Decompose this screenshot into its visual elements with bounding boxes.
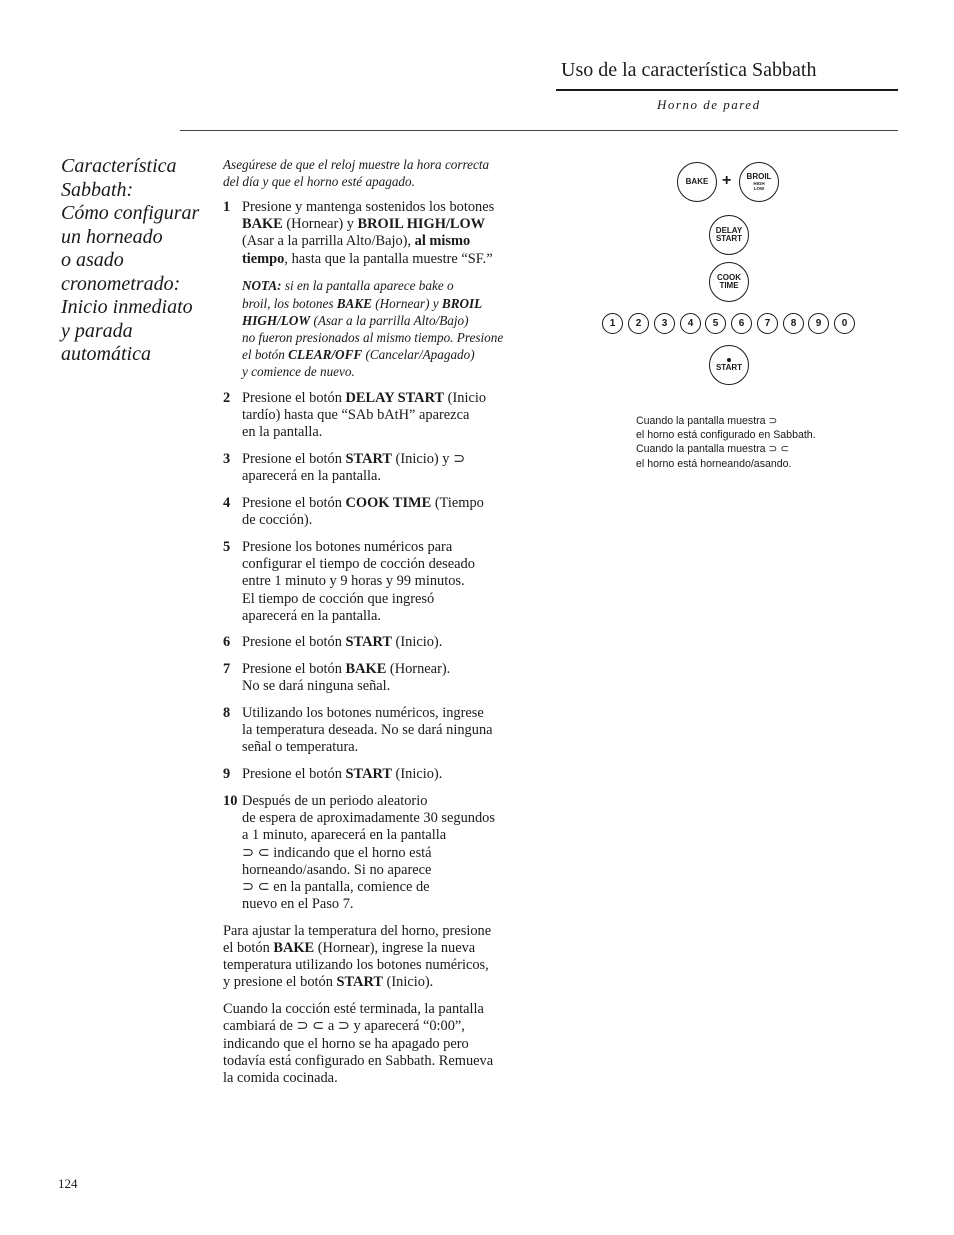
step-2: 2 Presione el botón DELAY START (Inicio tardío) hasta que “SAb bAtH” aparezca en la pantalla. — [223, 390, 487, 441]
step-line: Presione y mantenga sostenidos los botones — [242, 199, 495, 215]
paragraph-cooking-finished: Cuando la cocción esté terminada, la pantalla cambiará de ⊃ ⊂ a ⊃ y aparecerá “0:00”, indicando que el horno se ha apagado pero todavía está configurado en Sabbath. Remueva la comida cocinada. — [223, 1001, 494, 1086]
page-header-title: Uso de la característica Sabbath — [561, 59, 817, 81]
delay-start-button[interactable]: DELAY START — [709, 215, 749, 255]
header-rule — [556, 89, 898, 91]
step-4: 4 Presione el botón COOK TIME (Tiempo de cocción). — [223, 495, 484, 529]
number-button-9[interactable]: 9 — [808, 313, 829, 334]
number-button-4[interactable]: 4 — [680, 313, 701, 334]
step-number: 6 — [223, 634, 231, 651]
step-number: 3 — [223, 451, 231, 468]
step-3: 3 Presione el botón START (Inicio) y ⊃ aparecerá en la pantalla. — [223, 451, 466, 485]
control-panel-diagram — [596, 158, 866, 398]
step-7: 7 Presione el botón BAKE (Hornear). No se dará ninguna señal. — [223, 661, 451, 695]
broil-high-low-button[interactable]: BROIL HIGH LOW — [739, 162, 779, 202]
step-line: tiempo, hasta que la pantalla muestre “SF.” — [242, 250, 493, 267]
step-1 — [223, 199, 553, 268]
intro-note — [223, 157, 553, 190]
paragraph-adjust-temperature: Para ajustar la temperatura del horno, presione el botón BAKE (Hornear), ingrese la nueva temperatura utilizando los botones numéricos, y presione el botón START (Inicio). — [223, 922, 492, 991]
section-title-line: Característica — [61, 155, 177, 177]
plus-sign: + — [722, 172, 732, 189]
intro-line: del día y que el horno esté apagado. — [223, 173, 415, 189]
top-divider — [180, 130, 898, 131]
caption-line: Cuando la pantalla muestra ⊃ ⊂ — [636, 443, 790, 456]
section-title-line: Inicio inmediato — [61, 296, 193, 318]
number-button-1[interactable]: 1 — [602, 313, 623, 334]
number-button-6[interactable]: 6 — [731, 313, 752, 334]
section-title-line: Cómo configurar — [61, 202, 200, 224]
section-title-line: un horneado — [61, 225, 163, 248]
intro-line: Asegúrese de que el reloj muestre la hora correcta — [223, 157, 490, 172]
caption-line: Cuando la pantalla muestra ⊃ — [636, 415, 778, 427]
bake-button[interactable]: BAKE — [677, 162, 717, 202]
display-caption — [636, 414, 816, 471]
number-button-7[interactable]: 7 — [757, 313, 778, 334]
step-number: 4 — [223, 495, 231, 512]
note-block: NOTA: si en la pantalla aparece bake o broil, los botones BAKE (Hornear) y BROIL HIGH/LOW (Asar a la parrilla Alto/Bajo) no fueron presionados al mismo tiempo. Presione el botón CLEAR/OFF (Cancelar/Apagado) y comience de nuevo. — [242, 278, 504, 380]
step-number: 9 — [223, 766, 231, 783]
step-5: 5 Presione los botones numéricos para configurar el tiempo de cocción deseado entre 1 minuto y 9 horas y 99 minutos. El tiempo de cocción que ingresó aparecerá en la pantalla. — [223, 538, 475, 624]
number-button-0[interactable]: 0 — [834, 313, 855, 334]
step-8: 8 Utilizando los botones numéricos, ingrese la temperatura deseada. No se dará ninguna señal o temperatura. — [223, 705, 493, 756]
section-title-line: automática — [61, 343, 151, 365]
section-title-line: Sabbath: — [61, 178, 134, 201]
step-number: 1 — [223, 199, 231, 215]
step-10: 10 Después de un periodo aleatorio de espera de aproximadamente 30 segundos a 1 minuto, aparecerá en la pantalla ⊃ ⊂ indicando que el horno está horneando/asando. Si no aparece ⊃ ⊂ en la pantalla, comience de nuevo en el Paso 7. — [223, 792, 495, 913]
section-title-line: o asado — [61, 249, 124, 271]
step-6: 6 Presione el botón START (Inicio). — [223, 634, 443, 651]
caption-line: el horno está horneando/asando. — [636, 457, 792, 470]
start-button[interactable]: START — [709, 345, 749, 385]
step-number: 7 — [223, 661, 231, 678]
section-title — [61, 155, 219, 367]
step-line: (Asar a la parrilla Alto/Bajo), al mismo — [242, 233, 471, 250]
section-title-line: cronometrado: — [61, 272, 181, 295]
instructions-column — [223, 157, 553, 1097]
number-button-5[interactable]: 5 — [705, 313, 726, 334]
caption-line: el horno está configurado en Sabbath. — [636, 429, 816, 442]
number-button-8[interactable]: 8 — [783, 313, 804, 334]
step-number: 2 — [223, 390, 231, 407]
step-line: BAKE (Hornear) y BROIL HIGH/LOW — [242, 216, 486, 233]
step-number: 5 — [223, 538, 231, 555]
page-number: 124 — [58, 1176, 78, 1191]
start-indicator-dot — [727, 358, 731, 362]
cook-time-button[interactable]: COOK TIME — [709, 262, 749, 302]
number-button-2[interactable]: 2 — [628, 313, 649, 334]
step-number: 10 — [223, 792, 238, 809]
step-number: 8 — [223, 705, 231, 722]
step-9: 9 Presione el botón START (Inicio). — [223, 766, 443, 783]
number-button-3[interactable]: 3 — [654, 313, 675, 334]
page-header-subtitle: Horno de pared — [657, 97, 761, 112]
section-title-line: y parada — [61, 319, 133, 342]
